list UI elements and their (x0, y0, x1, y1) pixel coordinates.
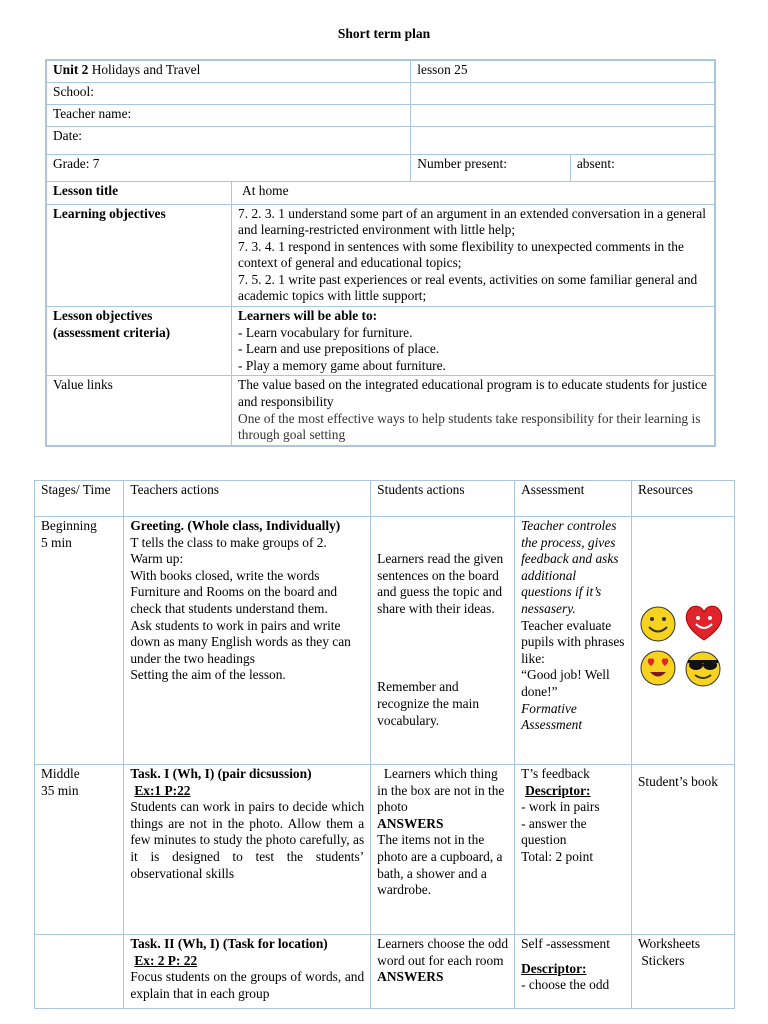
sunglasses-icon (682, 648, 724, 688)
resources-beginning (631, 517, 734, 765)
unit-cell: Unit 2 Holidays and Travel (46, 60, 411, 82)
stage-middle-cont (35, 935, 124, 1009)
grade-field: Grade: 7 (46, 154, 411, 181)
stage-beginning: Beginning 5 min (35, 517, 124, 765)
date-field: Date: (46, 126, 411, 154)
student-actions-task2: Learners choose the odd word out for each room ANSWERS (371, 935, 515, 1009)
assessment-task2: Self -assessment Descriptor: - choose the odd (515, 935, 632, 1009)
school-field: School: (46, 82, 411, 104)
col-header-stages: Stages/ Time (35, 481, 124, 517)
col-header-teacher: Teachers actions (124, 481, 371, 517)
lesson-title-label: Lesson title (46, 181, 232, 204)
col-header-resources: Resources (631, 481, 734, 517)
value-links: The value based on the integrated educational program is to educate students for justice and responsibility One of the most effective ways to help students take responsibility for their learning is through goal setting (232, 376, 715, 446)
value-links-label: Value links (46, 376, 232, 446)
learning-objectives: 7. 2. 3. 1 understand some part of an argument in an extended conversation in a general and learning-restricted environment with little help; 7. 3. 4. 1 respond in sentences with some flexibility to unexpected comments in the context of general and educational topics; 7. 5. 2. 1 write past experiences or real events, activities on some familiar general and academic topics with little support; (232, 204, 715, 307)
assessment-middle: T’s feedback Descriptor: - work in pairs - answer the question Total: 2 point (515, 765, 632, 935)
student-actions-middle: Learners which thing in the box are not in the photo ANSWERS The items not in the photo are a cupboard, a bath, a shower and a wardrobe. (371, 765, 515, 935)
col-header-assessment: Assessment (515, 481, 632, 517)
teacher-actions-beginning: Greeting. (Whole class, Individually) T tells the class to make groups of 2. Warm up: With books closed, write the words Furniture and Rooms on the board and check that students understand them. Ask students to work in pairs and write down as many English words as they can under the two headings Setting the aim of the lesson. (124, 517, 371, 765)
header-table (45, 59, 716, 447)
lesson-number: lesson 25 (411, 60, 715, 82)
resources-task2: Worksheets Stickers (631, 935, 734, 1009)
plan-table (34, 480, 735, 1009)
teacher-field: Teacher name: (46, 104, 411, 126)
learning-objectives-label: Learning objectives (46, 204, 232, 307)
heart-face-icon (682, 602, 726, 642)
teacher-actions-middle: Task. I (Wh, I) (pair dicsussion) Ex:1 P:22 Students can work in pairs to decide which things are not in the photo. Allow them a few minutes to study the photo carefully, as it is designed to test the students’ observational skills (124, 765, 371, 935)
present-field: Number present: (411, 154, 571, 181)
teacher-actions-task2: Task. II (Wh, I) (Task for location) Ex: 2 P: 22 Focus students on the groups of words, and explain that in each group (124, 935, 371, 1009)
emoji-faces (638, 604, 728, 694)
assessment-beginning: Teacher controles the process, gives feedback and asks additional questions if it’s nessasery. Teacher evaluate pupils with phrases like: “Good job! Well done!” Formative Assessment (515, 517, 632, 765)
stage-middle: Middle 35 min (35, 765, 124, 935)
lesson-title: At home (232, 181, 715, 204)
heart-eyes-icon (638, 648, 678, 688)
student-actions-beginning: Learners read the given sentences on the board and guess the topic and share with their ideas. Remember and recognize the main vocabulary. (371, 517, 515, 765)
page-title: Short term plan (337, 26, 431, 41)
smiley-icon (638, 604, 678, 644)
lesson-objectives: Learners will be able to: - Learn vocabulary for furniture. - Learn and use prepositions of place. - Play a memory game about furniture. (232, 307, 715, 376)
absent-field: absent: (570, 154, 715, 181)
col-header-students: Students actions (371, 481, 515, 517)
lesson-objectives-label: Lesson objectives (assessment criteria) (46, 307, 232, 376)
resources-middle: Student’s book (631, 765, 734, 935)
